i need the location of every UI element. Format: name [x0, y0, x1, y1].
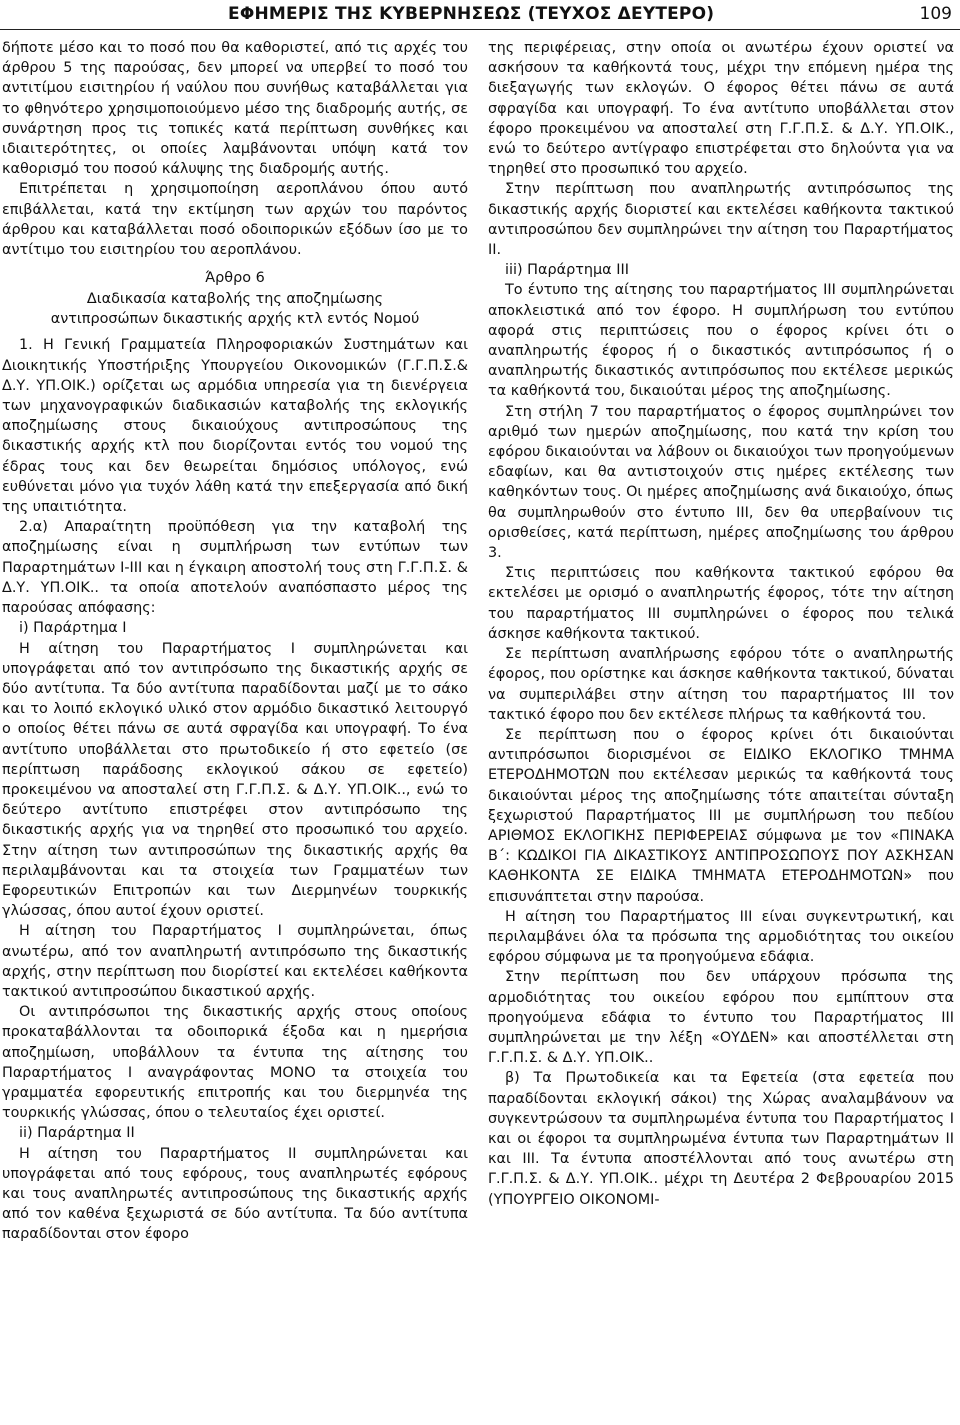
page-number: 109	[919, 4, 952, 24]
subheading: ii) Παράρτημα II	[19, 1125, 135, 1142]
paragraph: της περιφέρειας, στην οποία οι ανωτέρω έχουν οριστεί να ασκήσουν τα καθήκοντά τους, μέχρι την επόμενη ημέρα της διεξαγωγής των εκλογών. Ο έφορος θέτει πάνω σε αυτά σφραγίδα και υπογραφή. Το ένα αντίτυπο υποβάλλεται στον έφορο προκειμένου να αποσταλεί στη Γ.Γ.Π.Σ. & Δ.Υ. ΥΠ.ΟΙΚ., ενώ το δεύτερο αντίγραφο επιστρέφεται στο δηλούντα για να τηρηθεί στο προσωπικό του αρχείο.	[488, 40, 954, 178]
paragraph: Σε περίπτωση που ο έφορος κρίνει ότι δικαιούνται αντιπρόσωποι διορισμένοι σε ΕΙΔΙΚΟ ΕΚΛΟΓΙΚΟ ΤΜΗΜΑ ΕΤΕΡΟΔΗΜΟΤΩΝ που εκτέλεσαν μερικώς τα καθήκοντά τους δικαιούνται μέρος της αποζημίωσης τότε απαιτείται σύνταξη ξεχωριστού Παραρτήματος III με συμπλήρωση του πεδίου ΑΡΙΘΜΟΣ ΕΚΛΟΓΙΚΗΣ ΠΕΡΙΦΕΡΕΙΑΣ σύμφωνα με τον «ΠΙΝΑΚΑ Β΄: ΚΩΔΙΚΟΙ ΓΙΑ ΔΙΚΑΣΤΙΚΟΥΣ ΑΝΤΙΠΡΟΣΩΠΟΥΣ ΠΟΥ ΑΣΚΗΣΑΝ ΚΑΘΗΚΟΝΤΑ ΣΕ ΕΙΔΙΚΑ ΤΜΗΜΑΤΑ ΕΤΕΡΟΔΗΜΟΤΩΝ» που επισυνάπτεται στην παρούσα.	[488, 726, 954, 905]
paragraph: Η αίτηση του Παραρτήματος III είναι συγκεντρωτική, και περιλαμβάνει όλα τα πρόσωπα της αρμοδιότητας του οικείου εφόρου σύμφωνα με τα προηγούμενα εδάφια.	[488, 908, 954, 966]
subheading: i) Παράρτημα I	[19, 620, 127, 637]
page-header	[0, 0, 960, 28]
paragraph: Στις περιπτώσεις που καθήκοντα τακτικού εφόρου θα εκτελέσει με ορισμό ο αναπληρωτής έφορος, τότε την αίτηση του παραρτήματος III συμπληρώνει ο έφορος που τελικά άσκησε καθήκοντα τακτικού.	[488, 565, 954, 642]
paragraph: Στη στήλη 7 του παραρτήματος ο έφορος συμπληρώνει τον αριθμό των ημερών αποζημίωσης, που κατά την κρίση του εφόρου δικαιούνται να λάβουν οι δικαιούχοι των προηγούμενων εδαφίων, και θα αντιστοιχούν στις ημέρες εκτέλεσης των καθηκόντων τους. Οι ημέρες αποζημίωσης ανά δικαιούχο, όπως θα συμπληρωθούν στο έντυπο III, δεν θα υπερβαίνουν τις ορισθείσες, κατά περίπτωση, ημέρες αποζημίωσης του άρθρου 3.	[488, 403, 954, 562]
paragraph: 1. Η Γενική Γραμματεία Πληροφοριακών Συστημάτων και Διοικητικής Υποστήριξης Υπουργείου Οικονομικών (Γ.Γ.Π.Σ.& Δ.Υ. ΥΠ.ΟΙΚ.) ορίζεται ως αρμόδια υπηρεσία για τη διενέργεια των μηχανογραφικών διαδικασιών καταβολής της εκλογικής αποζημίωσης στους δικαιούχους αντιπροσώπους της δικαστικής αρχής κτλ που διορίζονται εντός του νομού της έδρας τους και δεν θεωρείται δημόσιος υπόλογος, ενώ ευθύνεται μόνο για τυχόν λάθη κατά την επεξεργασία από δική της υπαιτιότητα.	[2, 337, 468, 516]
paragraph: Επιτρέπεται η χρησιμοποίηση αεροπλάνου όπου αυτό επιβάλλεται, κατά την εκτίμηση των αρχών του παρόντος άρθρου και καταβάλλεται ποσό οδοιπορικών εξόδων ίσο με το αντίτιμο του εισιτηρίου του αεροπλάνου.	[2, 181, 468, 259]
gazette-title: ΕΦΗΜΕΡΙΣ ΤΗΣ ΚΥΒΕΡΝΗΣΕΩΣ (ΤΕΥΧΟΣ ΔΕΥΤΕΡΟ)	[228, 4, 715, 24]
paragraph: 2.α) Απαραίτητη προϋπόθεση για την καταβολή της αποζημίωσης είναι η συμπλήρωση των εντύπων των Παραρτημάτων I-III και η έγκαιρη αποστολή τους στη Γ.Γ.Π.Σ. & Δ.Υ. ΥΠ.ΟΙΚ.. τα οποία αποτελούν αναπόσπαστο μέρος της παρούσας απόφασης:	[2, 519, 468, 617]
article-heading	[2, 268, 468, 329]
left-column	[2, 38, 468, 1245]
right-column	[488, 38, 954, 1210]
header-rule	[0, 29, 960, 30]
article-title-line: αντιπροσώπων δικαστικής αρχής κτλ εντός Νομού	[50, 311, 420, 328]
paragraph: Η αίτηση του Παραρτήματος II συμπληρώνεται και υπογράφεται από τους εφόρους, τους αναπληρωτές εφόρους και τους αναπληρωτές αντιπροσώπους της δικαστικής αρχής από τον καθένα ξεχωριστά σε δύο αντίτυπα. Τα δύο αντίτυπα παραδίδονται στον έφορο	[2, 1145, 468, 1243]
paragraph: Το έντυπο της αίτησης του παραρτήματος III συμπληρώνεται αποκλειστικά από τον έφορο. Η συμπλήρωση του εντύπου αφορά στις περιπτώσεις που ο έφορος κρίνει ότι ο αναπληρωτής έφορος ή ο δικαστικός αντιπρόσωπος ή ο αναπληρωτής δικαστικός αντιπρόσωπος που εκτέλεσε μερικώς τα καθήκοντά του, δικαιούται μέρος της αποζημίωσης.	[488, 282, 954, 400]
paragraph: β) Τα Πρωτοδικεία και τα Εφετεία (στα εφετεία που παραδίδονται εκλογική σάκοι) της Χώρας αναλαμβάνουν να συγκεντρώσουν τα συμπληρωμένα έντυπα του Παραρτήματος I και οι έφοροι τα συμπληρωμένα έντυπα των Παραρτημάτων II και III. Τα έντυπα αποστέλλονται από τους ανωτέρω στη Γ.Γ.Π.Σ. & Δ.Υ. ΥΠ.ΟΙΚ.. μέχρι τη Δευτέρα 2 Φεβρουαρίου 2015 (ΥΠΟΥΡΓΕΙΟ ΟΙΚΟΝΟΜΙ-	[488, 1070, 954, 1208]
article-title-line: Διαδικασία καταβολής της αποζημίωσης	[86, 290, 384, 307]
paragraph: Σε περίπτωση αναπλήρωσης εφόρου τότε ο αναπληρωτής έφορος, που ορίστηκε και άσκησε καθήκοντα τακτικού, δύναται να συμπεριλάβει στην αίτηση του παραρτήματος III τον τακτικό έφορο που δεν εκτέλεσε πλήρως τα καθήκοντά του.	[488, 646, 954, 723]
article-number: Άρθρο 6	[205, 270, 265, 287]
paragraph: Η αίτηση του Παραρτήματος I συμπληρώνεται, όπως ανωτέρω, από τον αναπληρωτή αντιπρόσωπο της δικαστικής αρχής, στην περίπτωση που διορίστεί και εκτελέσει καθήκοντα τακτικού αντιπροσώπου δικαστικού αρχής.	[2, 923, 468, 1000]
paragraph: δήποτε μέσο και το ποσό που θα καθοριστεί, από τις αρχές του άρθρου 5 της παρούσας, δεν μπορεί να υπερβεί το ποσό του αντιτίμου εισιτηρίου ή ναύλου που συνήθως καταβάλλεται για το φθηνότερο χρησιμοποιούμενο μέσο της διαδρομής αυτής, σε συνάρτηση προς τις τοπικές κατά περίπτωση συνθήκες και ιδιαιτερότητες, οι οποίες λαμβάνονται υπόψη κατά τον καθορισμό του ποσού κάλυψης της διαδρομής αυτής.	[2, 40, 468, 178]
paragraph: Στην περίπτωση που αναπληρωτής αντιπρόσωπος της δικαστικής αρχής διοριστεί και εκτελέσει καθήκοντα τακτικού αντιπροσώπου δεν συμπληρώνει την αίτηση του Παραρτήματος II.	[488, 181, 954, 259]
paragraph: Οι αντιπρόσωποι της δικαστικής αρχής στους οποίους προκαταβάλλονται τα οδοιπορικά έξοδα και η ημερήσια αποζημίωση, υποβάλλουν τα έντυπα της αίτησης του Παραρτήματος I αναγράφοντας ΜΟΝΟ τα στοιχεία του γραμματέα εφορευτικής επιτροπής και του διερμηνέα της τουρκικής γλώσσας, όπου ο τελευταίος έχει οριστεί.	[2, 1004, 468, 1122]
subheading: iii) Παράρτημα III	[505, 262, 629, 279]
paragraph: Η αίτηση του Παραρτήματος I συμπληρώνεται και υπογράφεται από τον αντιπρόσωπο της δικαστικής αρχής σε δύο αντίτυπα. Τα δύο αντίτυπα παραδίδονται μαζί με το σάκο και το λοιπό εκλογικό υλικό στον αρμόδιο δικαστικό λειτουργό ο οποίος θέτει πάνω σε αυτά σφραγίδα και υπογραφή. Το ένα αντίτυπο υποβάλλεται στο πρωτοδικείο ή στο εφετείο (σε περίπτωση παράδοσης εκλογικού σάκου σε εφετείο) προκειμένου να αποσταλεί στη Γ.Γ.Π.Σ. & Δ.Υ. ΥΠ.ΟΙΚ.., ενώ το δεύτερο αντίτυπο επιστρέφει στον αντιπρόσωπο της δικαστικής αρχής για να τηρηθεί στο προσωπικό του αρχείο. Στην αίτηση των αντιπροσώπων της δικαστικής αρχής θα περιλαμβάνονται και τα στοιχεία των Γραμματέων των Εφορευτικών Επιτροπών και των Διερμηνέων τουρκικής γλώσσας, όπου αυτοί έχουν οριστεί.	[2, 640, 468, 920]
paragraph: Στην περίπτωση που δεν υπάρχουν πρόσωπα της αρμοδιότητας του οικείου εφόρου που εμπίπτουν στα προηγούμενα εδάφια το έντυπο του Παραρτήματος III συμπληρώνεται με την λέξη «ΟΥΔΕΝ» και αποστέλλεται στη Γ.Γ.Π.Σ. & Δ.Υ. ΥΠ.ΟΙΚ..	[488, 969, 954, 1067]
